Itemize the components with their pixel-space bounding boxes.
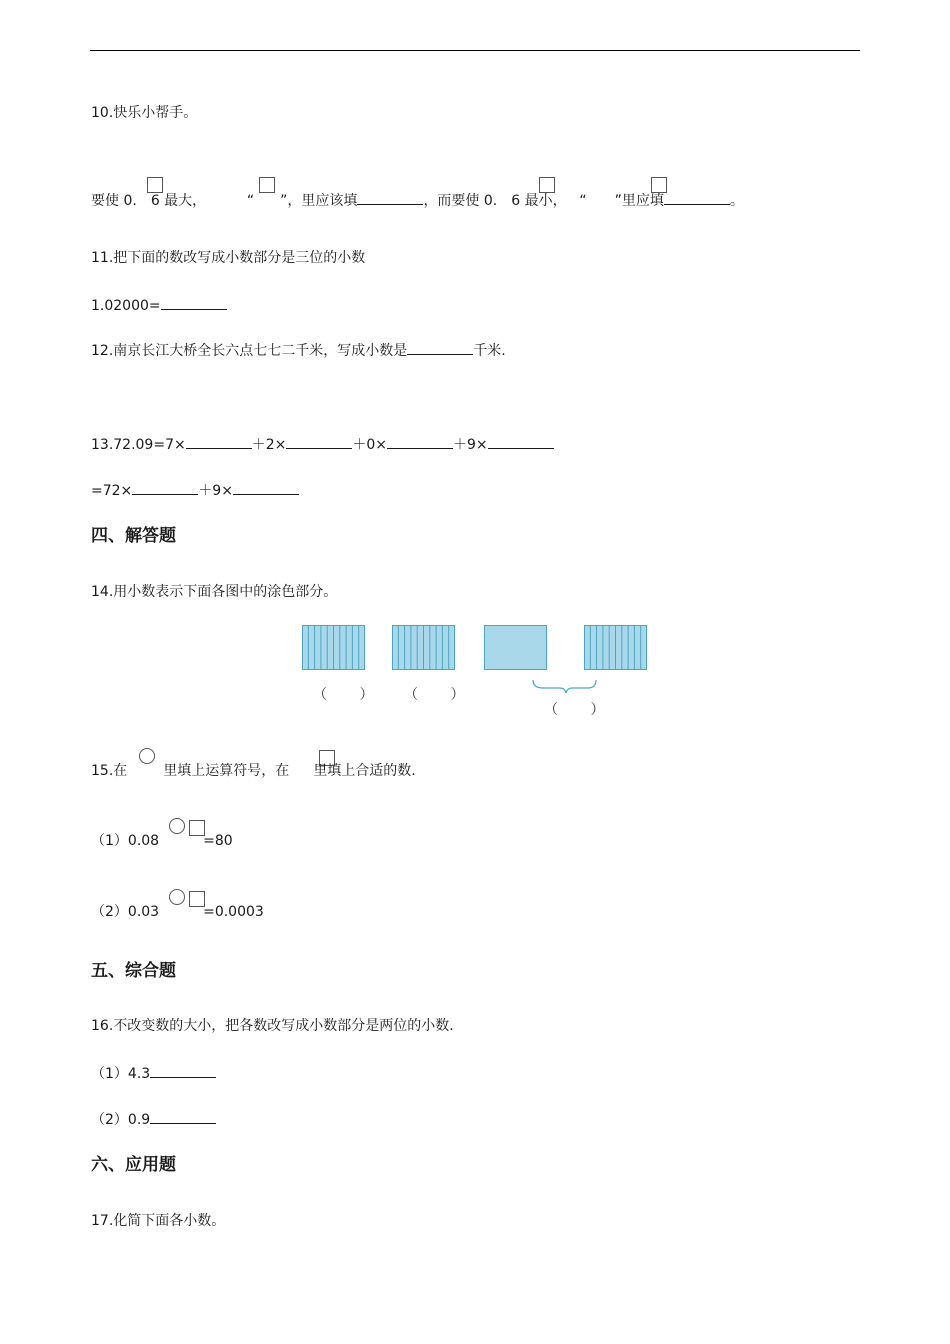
q10-title: 10.快乐小帮手。: [91, 105, 198, 121]
q10-text: ”里应填: [614, 193, 664, 209]
answer-blank[interactable]: [150, 1063, 216, 1078]
q15-text: 15.在: [91, 763, 128, 779]
q16-text: （2）0.9: [91, 1112, 151, 1128]
q14-title: 14.用小数表示下面各图中的涂色部分。: [91, 584, 338, 600]
q15-sub-1: [91, 831, 233, 851]
q10-text: 6 最小，: [511, 193, 567, 209]
q13-text: 13.72.09=7×: [91, 437, 186, 453]
q10-text: ，而要使 0.: [423, 193, 498, 209]
q13-text: ＋0×: [352, 437, 387, 453]
section-heading: 六、应用题: [91, 1155, 176, 1175]
q10-text: 要使 0.: [91, 193, 137, 209]
q13-text: ＋9×: [453, 437, 488, 453]
q15-text: =0.0003: [203, 904, 264, 920]
q11-expr: 1.02000=: [91, 298, 161, 314]
q13-text: =72×: [91, 483, 133, 499]
section-heading: 四、解答题: [91, 526, 176, 546]
q16-sub-1: [91, 1063, 216, 1084]
q13-text: ＋2×: [251, 437, 287, 453]
q17-title: 17.化简下面各小数。: [91, 1213, 226, 1229]
q15-text: =80: [203, 833, 233, 849]
q10-text: ”，里应该填: [280, 193, 358, 209]
q15-text: （2）0.03: [91, 904, 160, 920]
q12-text: 千米.: [473, 343, 506, 359]
section-heading: 五、综合题: [91, 961, 176, 981]
q15-title: [91, 761, 416, 781]
q10-text: “: [579, 193, 587, 209]
q13-text: ＋9×: [198, 483, 233, 499]
q10-text: “: [246, 193, 255, 209]
q16-text: （1）4.3: [91, 1066, 151, 1082]
answer-paren[interactable]: （ ）: [313, 687, 388, 703]
q15-text: 里填上合适的数.: [313, 763, 416, 779]
brace-icon: [533, 680, 596, 693]
q16-title: 16.不改变数的大小，把各数改写成小数部分是两位的小数.: [91, 1018, 454, 1034]
answer-paren[interactable]: （ ）: [404, 687, 479, 703]
q15-text: 里填上运算符号，在: [163, 763, 290, 779]
q16-sub-2: [91, 1109, 216, 1130]
q15-sub-2: [91, 902, 264, 922]
answer-paren[interactable]: （ ）: [544, 702, 619, 718]
q11-title: 11.把下面的数改写成小数部分是三位的小数: [91, 250, 366, 266]
q12-text: 12.南京长江大桥全长六点七七二千米，写成小数是: [91, 343, 408, 359]
q10-text: 6 最大，: [150, 193, 207, 209]
q15-text: （1）0.08: [91, 833, 160, 849]
answer-blank[interactable]: [150, 1109, 216, 1124]
q10-text: 。: [729, 193, 744, 209]
